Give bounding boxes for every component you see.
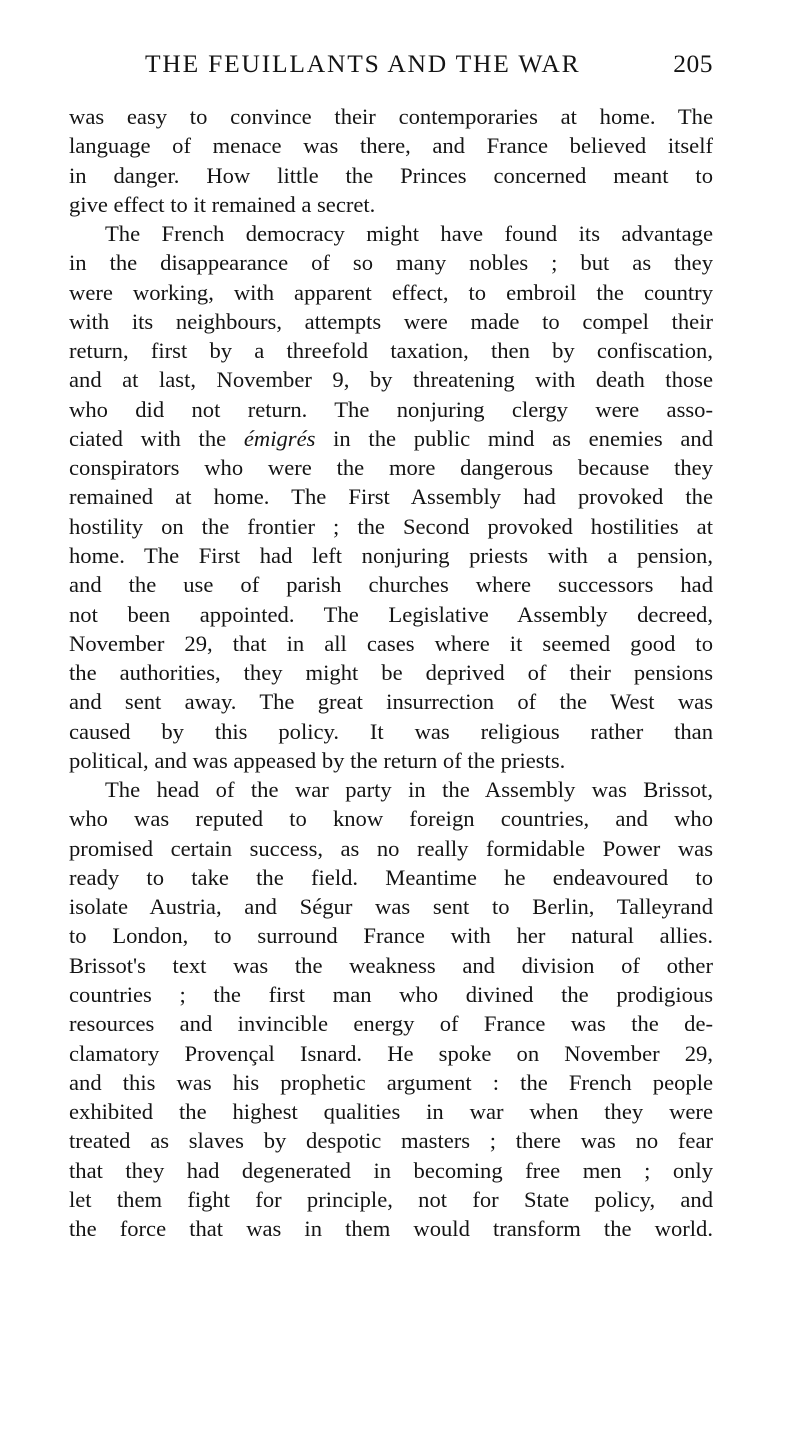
text-line: and this was his prophetic argument : the French people (69, 1069, 713, 1095)
text-line: political, and was appeased by the return of the priests. (69, 747, 566, 773)
page-number: 205 (673, 49, 713, 78)
text-line: the authorities, they might be deprived of their pensions (69, 660, 713, 686)
text-line: in the disappearance of so many nobles ; but as they (69, 250, 713, 276)
running-head (145, 46, 713, 82)
text-line: and sent away. The great insurrection of the West was (69, 689, 713, 715)
text-line (69, 424, 713, 453)
text-line: isolate Austria, and Ségur was sent to Berlin, Talleyrand (69, 894, 713, 920)
text-line: The French democracy might have found its advantage (105, 221, 713, 247)
text-line: caused by this policy. It was religious rather than (69, 718, 713, 744)
text-line: countries ; the first man who divined the prodigious (69, 981, 713, 1007)
text-line: to London, to surround France with her natural allies. (69, 923, 713, 949)
text-line: Brissot's text was the weakness and division of other (69, 952, 713, 978)
text-line: remained at home. The First Assembly had provoked the (69, 484, 713, 510)
text-line: ready to take the field. Meantime he endeavoured to (69, 864, 713, 890)
text-line: give effect to it remained a secret. (69, 191, 376, 217)
text-line: and the use of parish churches where successors had (69, 572, 713, 598)
text-line: treated as slaves by despotic masters ; there was no fear (69, 1128, 713, 1154)
text-line: resources and invincible energy of France was the de- (69, 1011, 713, 1037)
text-line: clamatory Provençal Isnard. He spoke on November 29, (69, 1040, 713, 1066)
text-line: were working, with apparent effect, to embroil the country (69, 279, 713, 305)
text-line: promised certain success, as no really formidable Power was (69, 835, 713, 861)
text-line: who did not return. The nonjuring clergy were asso- (69, 396, 713, 422)
italic-term: émigrés (243, 425, 316, 451)
text-line: with its neighbours, attempts were made to compel their (69, 308, 713, 334)
text-line: conspirators who were the more dangerous because they (69, 455, 713, 481)
paragraph (69, 775, 713, 1243)
text-line: The head of the war party in the Assembly was Brissot, (105, 777, 713, 803)
body-text (69, 102, 713, 1243)
text-line: was easy to convince their contemporaries at home. The (69, 104, 713, 129)
text-line: the force that was in them would transform the world. (69, 1216, 713, 1242)
text-line: return, first by a threefold taxation, then by confiscation, (69, 338, 713, 364)
text-line: November 29, that in all cases where it seemed good to (69, 630, 713, 656)
paragraph (69, 219, 713, 775)
text-line: language of menace was there, and France believed itself (69, 133, 713, 159)
text-line: home. The First had left nonjuring priests with a pension, (69, 542, 713, 568)
text-line: let them fight for principle, not for State policy, and (69, 1186, 713, 1212)
text-fragment: in the public mind as enemies and (315, 425, 713, 451)
text-line: who was reputed to know foreign countries, and who (69, 806, 713, 832)
running-head-title: THE FEUILLANTS AND THE WAR (145, 49, 581, 78)
text-line: hostility on the frontier ; the Second provoked hostilities at (69, 513, 713, 539)
text-line: exhibited the highest qualities in war when they were (69, 1099, 713, 1125)
text-line: that they had degenerated in becoming free men ; only (69, 1157, 713, 1183)
text-fragment: ciated with the (69, 425, 244, 451)
text-line: in danger. How little the Princes concerned meant to (69, 162, 713, 188)
text-line: not been appointed. The Legislative Assembly decreed, (69, 601, 713, 627)
paragraph (69, 102, 713, 219)
text-line: and at last, November 9, by threatening with death those (69, 367, 713, 393)
